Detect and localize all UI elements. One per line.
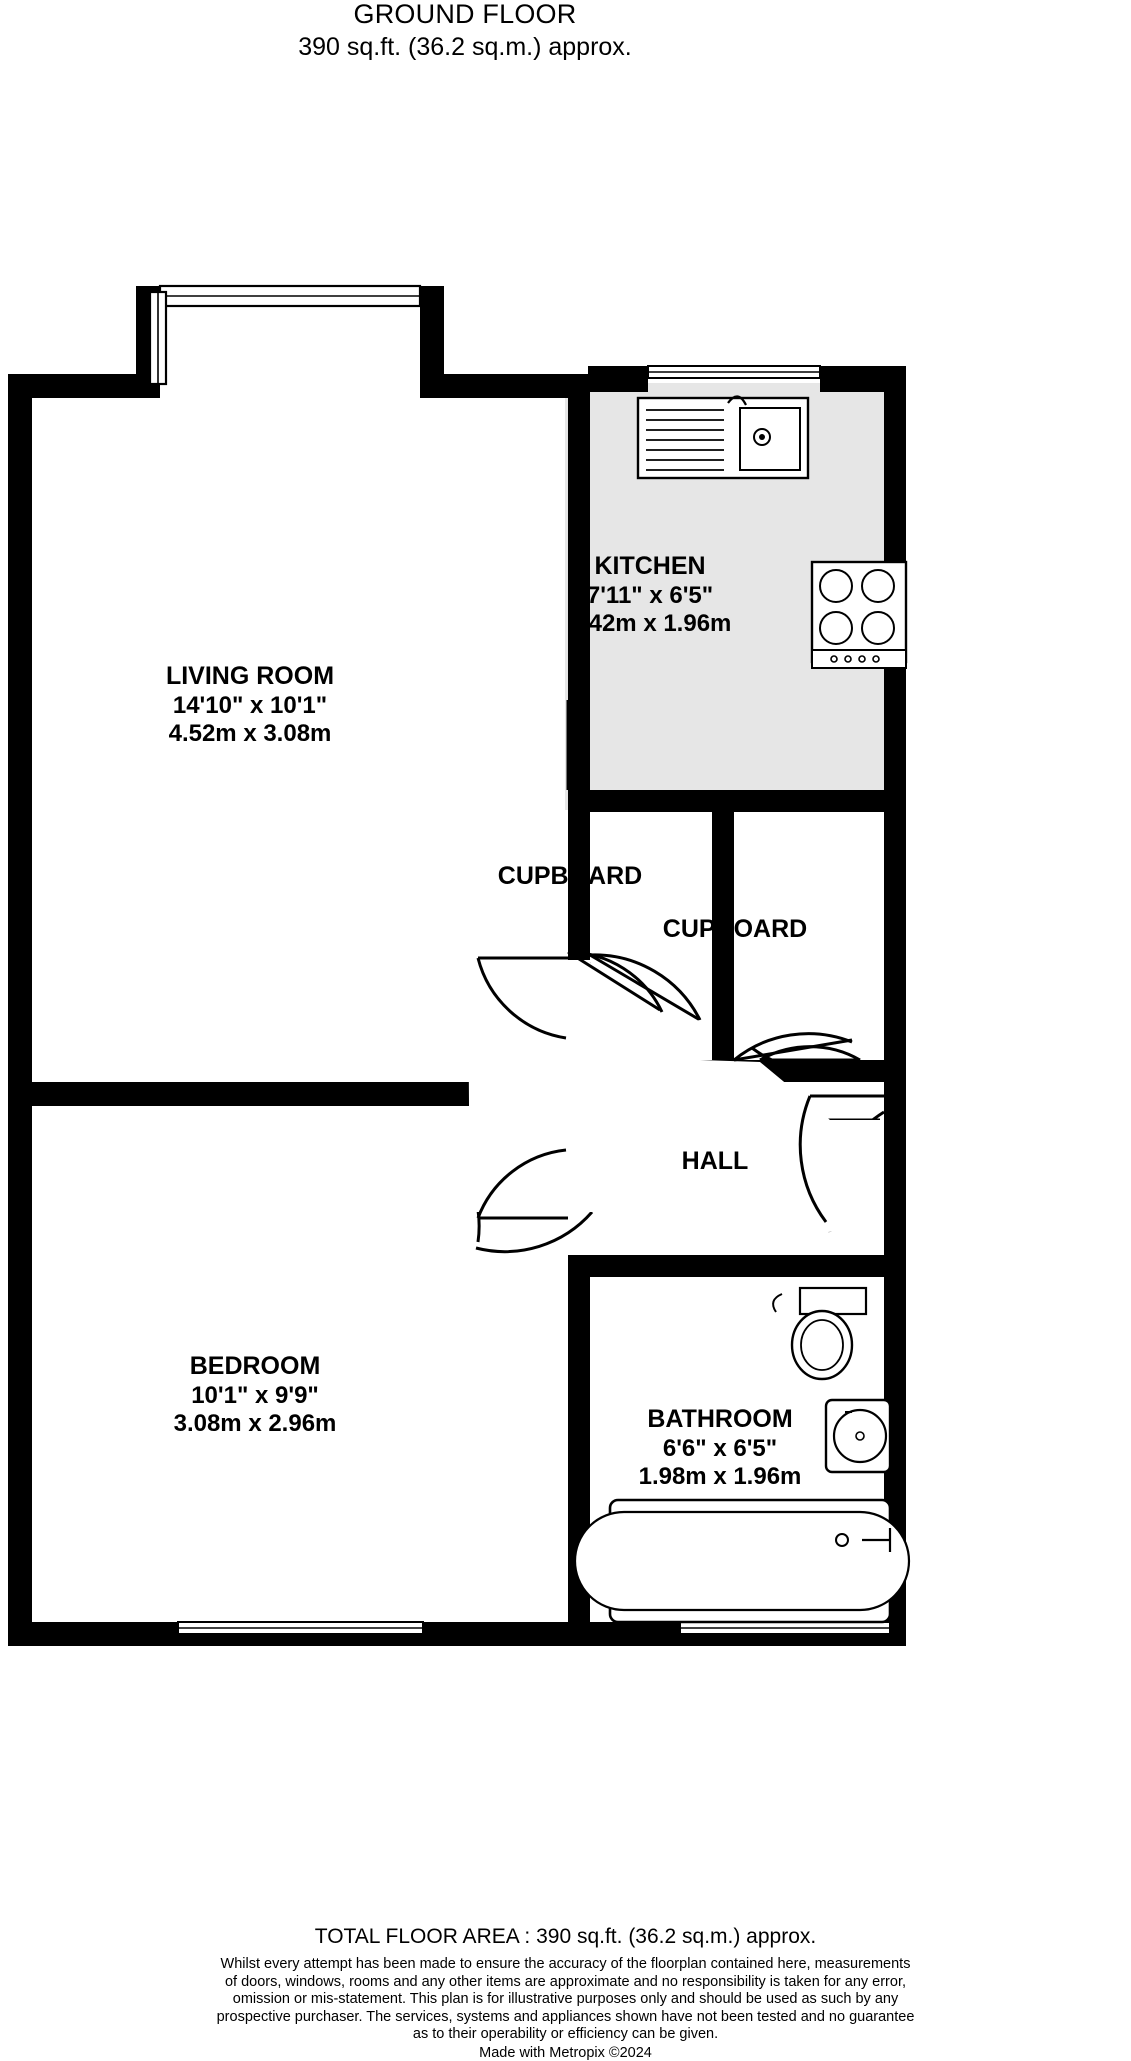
floor-title: GROUND FLOOR — [353, 0, 577, 29]
window-bathroom — [680, 1622, 890, 1634]
room-name: HALL — [681, 1147, 749, 1175]
room-dims-metric: 3.08m x 2.96m — [173, 1409, 337, 1437]
disclaimer — [206, 1956, 926, 2044]
window-bedroom — [178, 1622, 423, 1634]
room-label-kitchen — [525, 552, 775, 638]
room-label-bathroom — [570, 1405, 870, 1491]
room-name: CUPBOARD — [497, 862, 643, 890]
room-dims-metric: 2.42m x 1.96m — [568, 609, 732, 637]
room-name: BEDROOM — [189, 1352, 321, 1380]
room-dims-metric: 1.98m x 1.96m — [638, 1462, 802, 1490]
room-name: LIVING ROOM — [165, 662, 335, 690]
room-name: CUPBOARD — [662, 915, 808, 943]
room-name: BATHROOM — [647, 1405, 793, 1433]
window-kitchen — [648, 366, 820, 378]
made-with-credit: Made with Metropix ©2024 — [479, 2044, 652, 2061]
room-label-cupboard-1 — [445, 862, 695, 892]
bathroom-bathtub — [575, 1500, 909, 1622]
room-dims-metric: 4.52m x 3.08m — [168, 719, 332, 747]
floorplan-footer — [0, 1925, 1131, 2061]
room-name: KITCHEN — [594, 552, 706, 580]
room-dims-imperial: 6'6" x 6'5" — [662, 1434, 778, 1462]
room-dims-imperial: 7'11" x 6'5" — [586, 581, 714, 609]
room-label-hall — [625, 1147, 805, 1177]
room-dims-imperial: 10'1" x 9'9" — [191, 1381, 319, 1409]
hall-door-swing-fills — [468, 960, 884, 1248]
disclaimer-line-5: as to their operability or efficiency can be given. — [412, 2026, 719, 2042]
disclaimer-line-3: omission or mis-statement. This plan is for illustrative purposes only and should be used as such by any — [232, 1991, 899, 2007]
door-bedroom — [476, 1210, 592, 1252]
room-dims-imperial: 14'10" x 10'1" — [172, 691, 328, 719]
room-label-cupboard-2 — [610, 915, 860, 945]
disclaimer-line-2: of doors, windows, rooms and any other items are approximate and no responsibility is taken for any error, — [224, 1973, 907, 1990]
room-label-living-room — [80, 662, 420, 748]
disclaimer-line-4: prospective purchaser. The services, systems and appliances shown have not been tested and no guarantee — [216, 2008, 915, 2025]
disclaimer-line-1: Whilst every attempt has been made to ensure the accuracy of the floorplan contained here, measurements — [220, 1956, 911, 1972]
bathroom-toilet — [773, 1288, 866, 1379]
kitchen-sink-and-drainer — [638, 396, 808, 478]
room-label-bedroom — [85, 1352, 425, 1438]
floor-area: 390 sq.ft. (36.2 sq.m.) approx. — [298, 33, 632, 61]
kitchen-hob-four-burner — [812, 562, 906, 668]
total-floor-area: TOTAL FLOOR AREA : 390 sq.ft. (36.2 sq.m.) approx. — [314, 1925, 817, 1948]
window-living-room-front — [150, 286, 420, 384]
